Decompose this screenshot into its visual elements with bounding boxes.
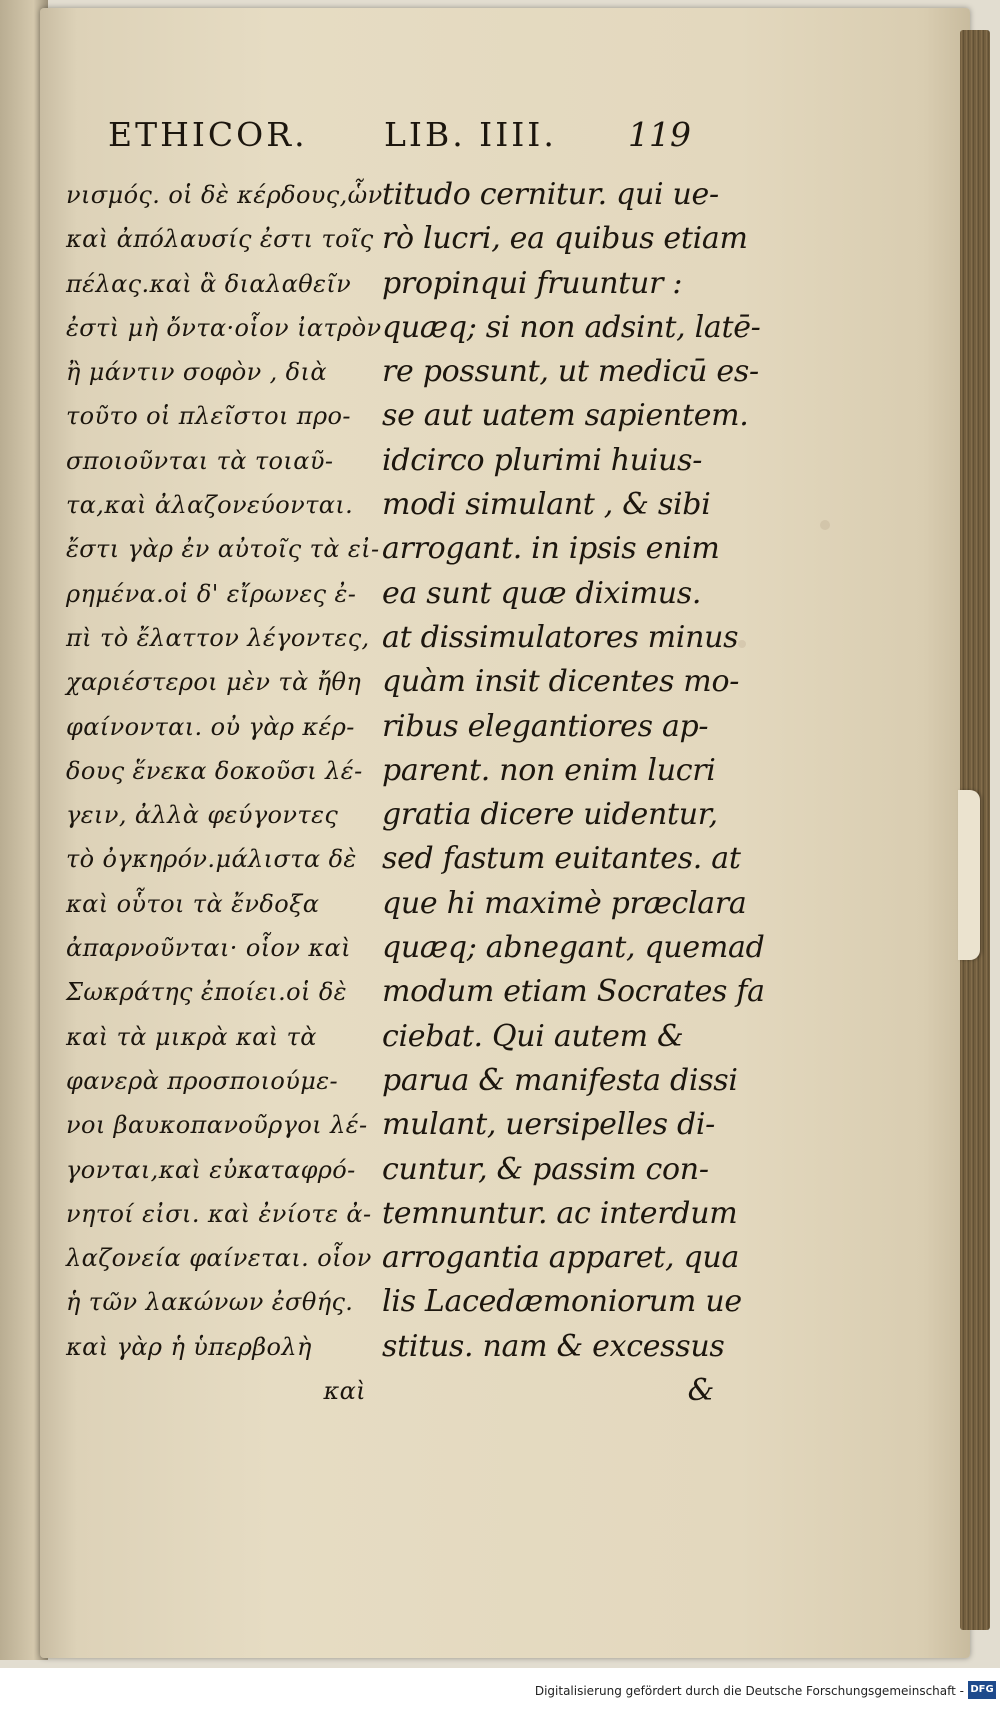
greek-line: λαζονεία φαίνεται. οἷον (66, 1244, 372, 1273)
latin-line: sed fastum euitantes. at (382, 841, 741, 877)
latin-line: parua & manifesta dissi (382, 1062, 738, 1098)
greek-line: καὶ γὰρ ἡ ὑπερβολὴ (66, 1332, 312, 1361)
latin-line: quæq; abnegant, quemad (382, 930, 765, 966)
latin-line: titudo cernitur. qui ue- (382, 177, 719, 212)
greek-line: τὸ ὀγκηρόν.μάλιστα δὲ (66, 845, 357, 874)
greek-line: ρημένα.οἱ δ' εἴρωνες ἐ- (66, 579, 357, 608)
running-head: ETHICOR. (108, 115, 308, 154)
greek-line: πὶ τὸ ἔλαττον λέγοντες, (66, 623, 370, 652)
latin-catchword: & (687, 1373, 714, 1409)
latin-line: modum etiam Socrates fa (382, 974, 765, 1010)
funding-credit: Digitalisierung gefördert durch die Deutsche Forschungsgemeinschaft - (534, 1684, 964, 1698)
greek-line: τα,καὶ ἀλαζονεύονται. (66, 491, 354, 520)
greek-text-column (66, 173, 383, 1413)
greek-line: καὶ ἀπόλαυσίς ἐστι τοῖς (66, 225, 374, 254)
greek-line: τοῦτο οἱ πλεῖστοι προ- (66, 402, 351, 431)
greek-line: νισμός. οἱ δὲ κέρδους,ὧν (66, 181, 383, 209)
book-number: LIB. IIII. (384, 115, 557, 154)
greek-line: νητοί εἰσι. καὶ ἐνίοτε ἀ- (66, 1199, 372, 1228)
latin-line: parent. non enim lucri (382, 752, 716, 788)
greek-line: χαριέστεροι μὲν τὰ ἤθη (66, 668, 362, 697)
latin-line: idcirco plurimi huius- (382, 442, 703, 478)
latin-line: ea sunt quæ diximus. (382, 575, 702, 611)
latin-line: modi simulant , & sibi (382, 487, 711, 523)
greek-line: ἐστὶ μὴ ὄντα·οἷον ἰατρὸν (66, 313, 382, 342)
greek-line: φαίνονται. οὐ γὰρ κέρ- (66, 712, 355, 741)
greek-line: δους ἕνεκα δοκοῦσι λέ- (66, 756, 363, 785)
latin-line: propinqui fruuntur : (382, 265, 683, 301)
latin-line: arrogant. in ipsis enim (382, 531, 720, 567)
digitization-footer (0, 1668, 1000, 1724)
latin-line: stitus. nam & excessus (382, 1328, 725, 1364)
greek-line: ἡ τῶν λακώνων ἐσθής. (66, 1288, 354, 1317)
latin-line: temnuntur. ac interdum (382, 1195, 738, 1231)
latin-line: arrogantia apparet, qua (382, 1240, 740, 1276)
page-number: 119 (628, 115, 691, 154)
latin-line: quæq; si non adsint, latē- (382, 309, 761, 345)
greek-line: πέλας.καὶ ἃ διαλαθεῖν (66, 269, 352, 298)
greek-line: ἢ μάντιν σοφὸν , διὰ (66, 358, 327, 387)
latin-line: mulant, uersipelles di- (382, 1107, 715, 1143)
page-header (0, 115, 1000, 165)
greek-line: Σωκράτης ἐποίει.οἱ δὲ (66, 978, 347, 1007)
greek-line: καὶ οὗτοι τὰ ἔνδοξα (66, 889, 320, 918)
greek-line: ἀπαρνοῦνται· οἷον καὶ (66, 934, 351, 963)
latin-line: que hi maximè præclara (382, 885, 747, 921)
greek-line: σποιοῦνται τὰ τοιαῦ- (66, 446, 334, 475)
greek-line: γειν, ἀλλὰ φεύγοντες (66, 801, 339, 830)
page-stain (820, 520, 830, 530)
greek-line: ἔστι γὰρ ἐν αὐτοῖς τὰ εἰ- (66, 535, 380, 564)
latin-text-column (382, 173, 765, 1413)
latin-line: re possunt, ut medicū es- (382, 354, 759, 390)
page-tab (958, 790, 980, 960)
latin-line: cuntur, & passim con- (382, 1151, 709, 1187)
latin-line: rò lucri, ea quibus etiam (382, 221, 748, 257)
page-stain (738, 640, 746, 648)
greek-line: γονται,καὶ εὐκαταφρό- (66, 1155, 356, 1184)
greek-line: καὶ τὰ μικρὰ καὶ τὰ (66, 1022, 317, 1051)
latin-line: gratia dicere uidentur, (382, 797, 718, 833)
latin-line: se aut uatem sapientem. (382, 398, 749, 434)
dfg-logo: DFG (968, 1681, 996, 1699)
greek-line: φανερὰ προσποιούμε- (66, 1066, 338, 1095)
latin-line: at dissimulatores minus (382, 619, 739, 655)
latin-line: quàm insit dicentes mo- (382, 664, 740, 700)
latin-line: ribus elegantiores ap- (382, 708, 709, 744)
greek-catchword: καὶ (323, 1377, 366, 1406)
greek-line: νοι βαυκοπανοῦργοι λέ- (66, 1111, 368, 1140)
latin-line: ciebat. Qui autem & (382, 1018, 684, 1054)
latin-line: lis Lacedæmoniorum ue (382, 1284, 742, 1320)
